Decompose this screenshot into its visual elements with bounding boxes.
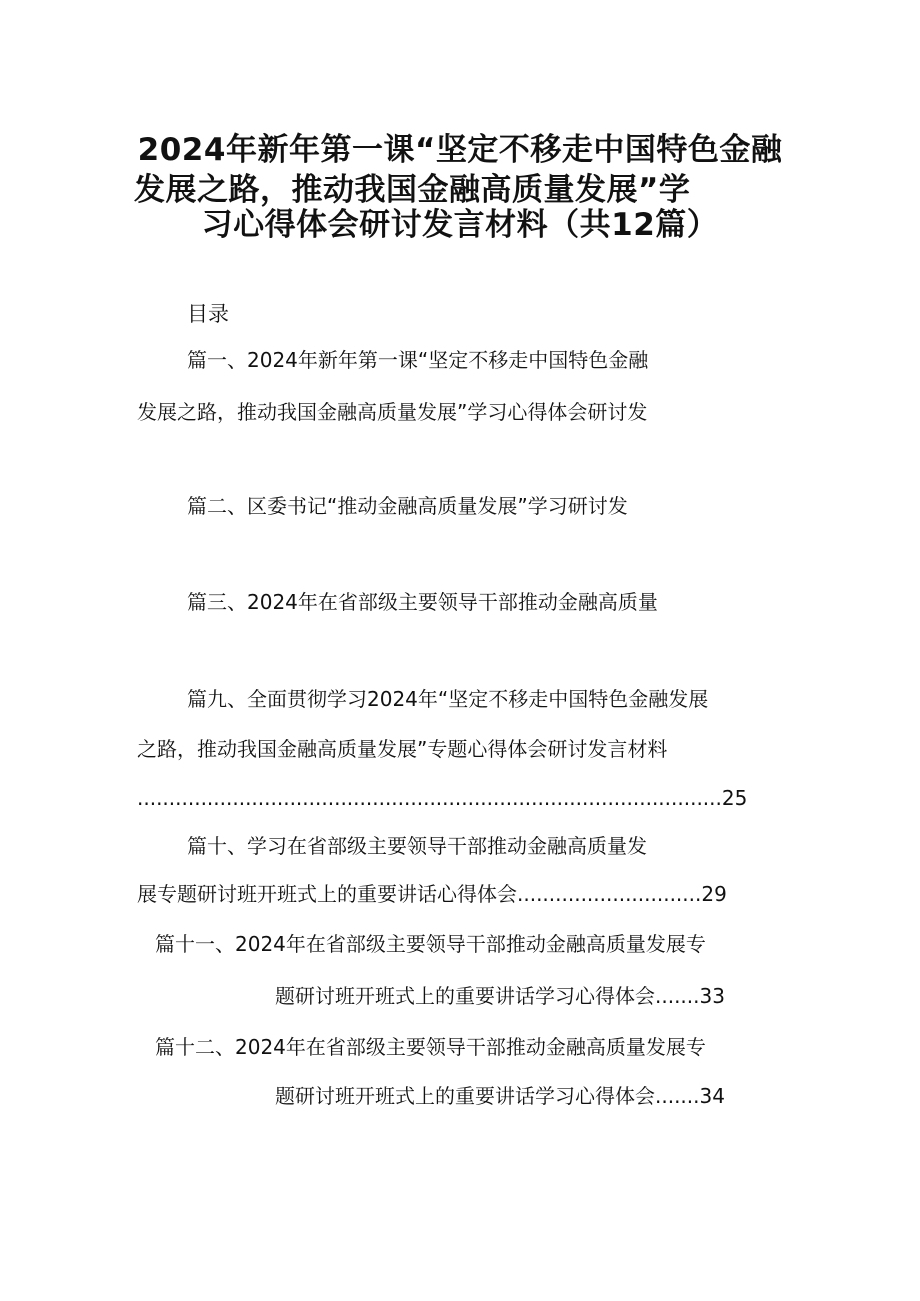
toc-entry-2[interactable]: 篇二、区委书记“推动金融高质量发展”学习研讨发 (187, 494, 628, 518)
toc-entry-11-line-1[interactable]: 篇十一、2024年在省部级主要领导干部推动金融高质量发展专 (155, 932, 706, 956)
doc-title-line-3: 习心得体会研讨发言材料（共12篇） (201, 207, 719, 243)
toc-entry-12-line-1[interactable]: 篇十二、2024年在省部级主要领导干部推动金融高质量发展专 (155, 1035, 706, 1059)
toc-entry-9-line-1[interactable]: 篇九、全面贯彻学习2024年“坚定不移走中国特色金融发展 (187, 687, 709, 711)
toc-entry-1-line-2[interactable]: 发展之路，推动我国金融高质量发展”学习心得体会研讨发 (137, 400, 648, 424)
toc-entry-11-line-2[interactable]: 题研讨班开班式上的重要讲话学习心得体会.......33 (275, 984, 725, 1008)
toc-entry-10-line-1[interactable]: 篇十、学习在省部级主要领导干部推动金融高质量发 (187, 834, 647, 858)
doc-title-line-1: 2024年新年第一课“坚定不移走中国特色金融 (137, 132, 783, 168)
toc-entry-10-line-2[interactable]: 展专题研讨班开班式上的重要讲话心得体会.............................29 (137, 882, 727, 906)
toc-entry-9-line-2[interactable]: 之路，推动我国金融高质量发展”专题心得体会研讨发言材料 (137, 737, 668, 761)
doc-title-line-2: 发展之路，推动我国金融高质量发展”学 (134, 172, 691, 208)
toc-entry-3[interactable]: 篇三、2024年在省部级主要领导干部推动金融高质量 (187, 590, 658, 614)
toc-entry-9-page[interactable]: ............................................................................................25 (137, 786, 748, 810)
toc-heading: 目录 (187, 302, 229, 326)
toc-entry-1-line-1[interactable]: 篇一、2024年新年第一课“坚定不移走中国特色金融 (187, 348, 649, 372)
toc-entry-12-line-2[interactable]: 题研讨班开班式上的重要讲话学习心得体会.......34 (275, 1084, 725, 1108)
